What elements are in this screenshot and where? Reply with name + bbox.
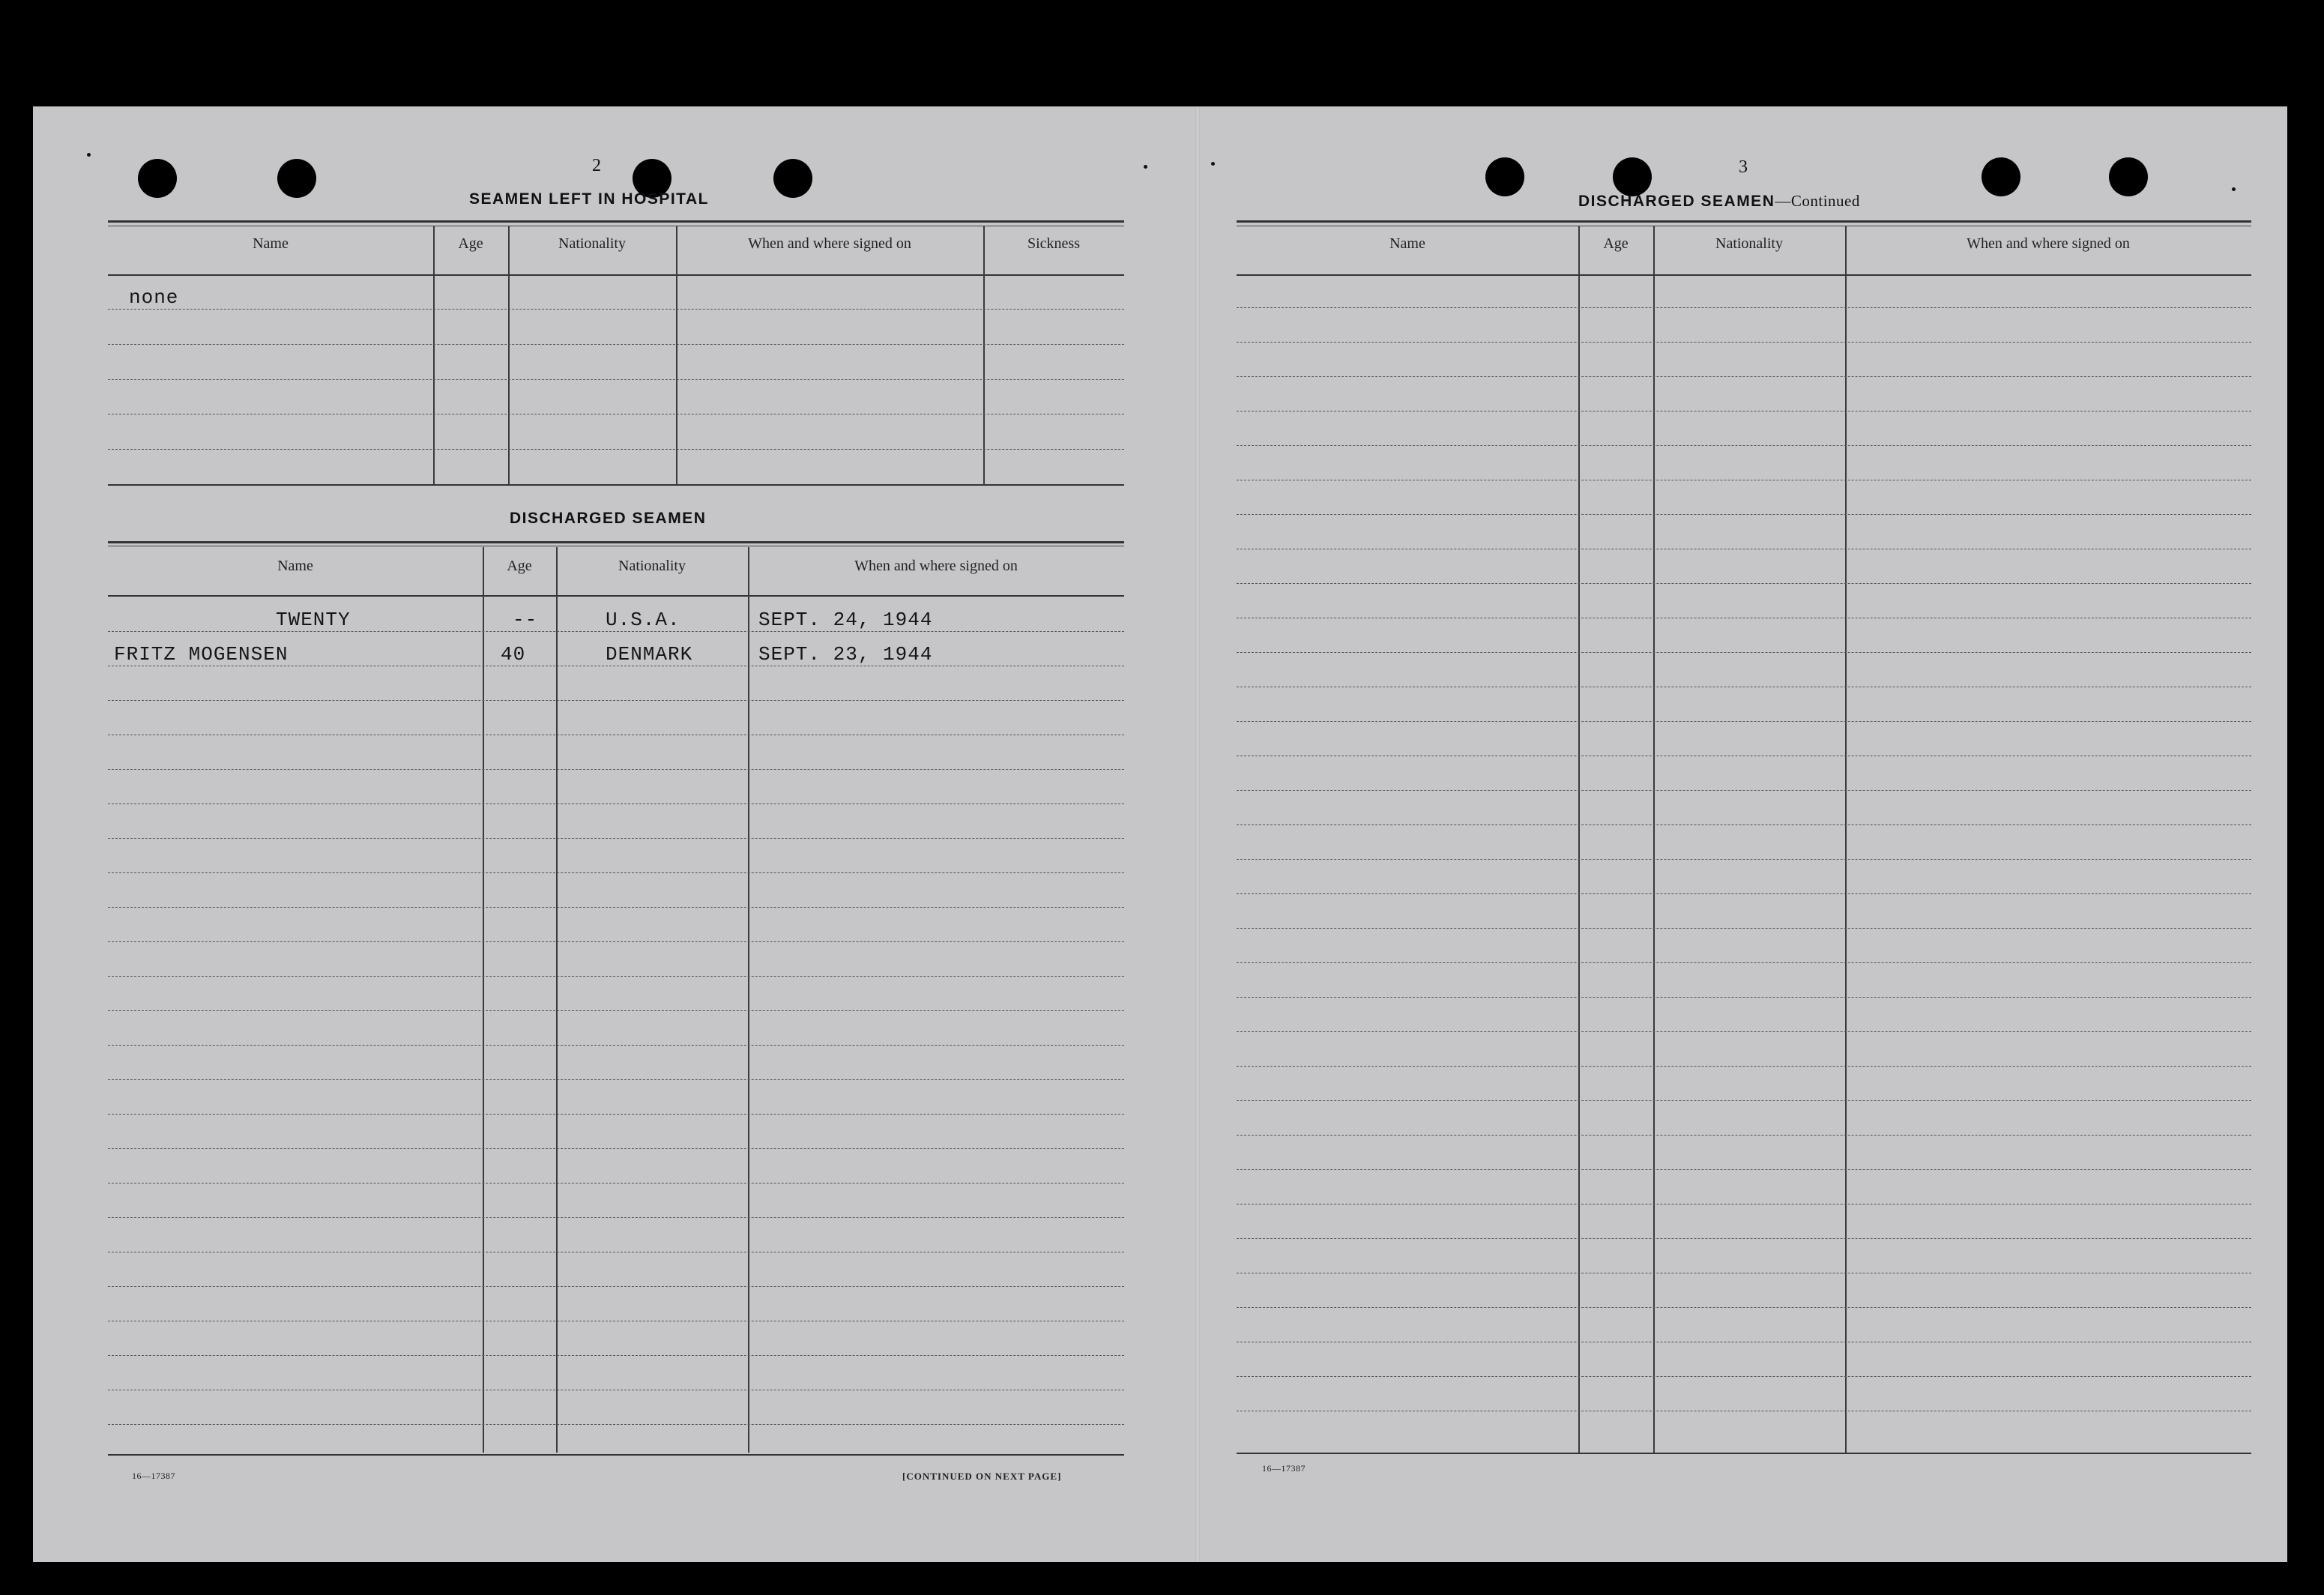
- column-header-signed-on: When and where signed on: [854, 558, 1018, 574]
- column-header-age: Age: [507, 558, 532, 574]
- discharged-row-name: FRITZ MOGENSEN: [114, 643, 289, 666]
- column-header-sickness: Sickness: [1027, 235, 1080, 252]
- discharged-row-nationality: U.S.A.: [606, 609, 680, 631]
- column-header-name: Name: [253, 235, 289, 252]
- discharged-section-title: DISCHARGED SEAMEN: [510, 510, 707, 527]
- discharged-row-age: 40: [501, 643, 526, 666]
- column-header-signed-on: When and where signed on: [1967, 235, 2130, 252]
- discharged-row-name: TWENTY: [276, 609, 351, 631]
- column-header-name: Name: [1389, 235, 1425, 252]
- page-fold: [1195, 106, 1200, 1562]
- punch-hole: [1485, 157, 1524, 196]
- continued-note: [CONTINUED ON NEXT PAGE]: [902, 1471, 1062, 1482]
- punch-hole: [1982, 157, 2020, 196]
- discharged-row-signed-on: SEPT. 24, 1944: [758, 609, 933, 631]
- column-header-signed-on: When and where signed on: [748, 235, 911, 252]
- hospital-section-title: SEAMEN LEFT IN HOSPITAL: [469, 190, 709, 208]
- speck: [1211, 162, 1215, 166]
- discharged-row-signed-on: SEPT. 23, 1944: [758, 643, 933, 666]
- punch-hole: [138, 159, 177, 198]
- discharged-continued-table: [1237, 220, 2251, 1570]
- column-header-nationality: Nationality: [1715, 235, 1783, 252]
- title-suffix: —Continued: [1775, 192, 1860, 210]
- speck: [87, 153, 91, 157]
- page-number: 3: [1739, 157, 1748, 177]
- column-header-nationality: Nationality: [558, 235, 626, 252]
- speck: [1144, 165, 1147, 169]
- punch-hole: [1613, 157, 1652, 196]
- discharged-continued-title: [1578, 192, 1860, 211]
- document-sheet: [33, 106, 2287, 1562]
- form-number: 16—17387: [1262, 1463, 1306, 1474]
- page-number: 2: [592, 156, 602, 175]
- punch-hole: [277, 159, 316, 198]
- discharged-row-age: --: [513, 609, 538, 631]
- form-number: 16—17387: [132, 1471, 175, 1481]
- column-header-age: Age: [1603, 235, 1629, 252]
- punch-hole: [2109, 157, 2148, 196]
- column-header-name: Name: [277, 558, 313, 574]
- punch-hole: [773, 159, 812, 198]
- discharged-row-nationality: DENMARK: [606, 643, 693, 666]
- column-header-nationality: Nationality: [618, 558, 686, 574]
- discharged-table: [108, 541, 1124, 1508]
- column-header-age: Age: [458, 235, 483, 252]
- hospital-row-name: none: [129, 286, 179, 309]
- title-text: DISCHARGED SEAMEN: [1578, 193, 1775, 210]
- speck: [2232, 187, 2236, 191]
